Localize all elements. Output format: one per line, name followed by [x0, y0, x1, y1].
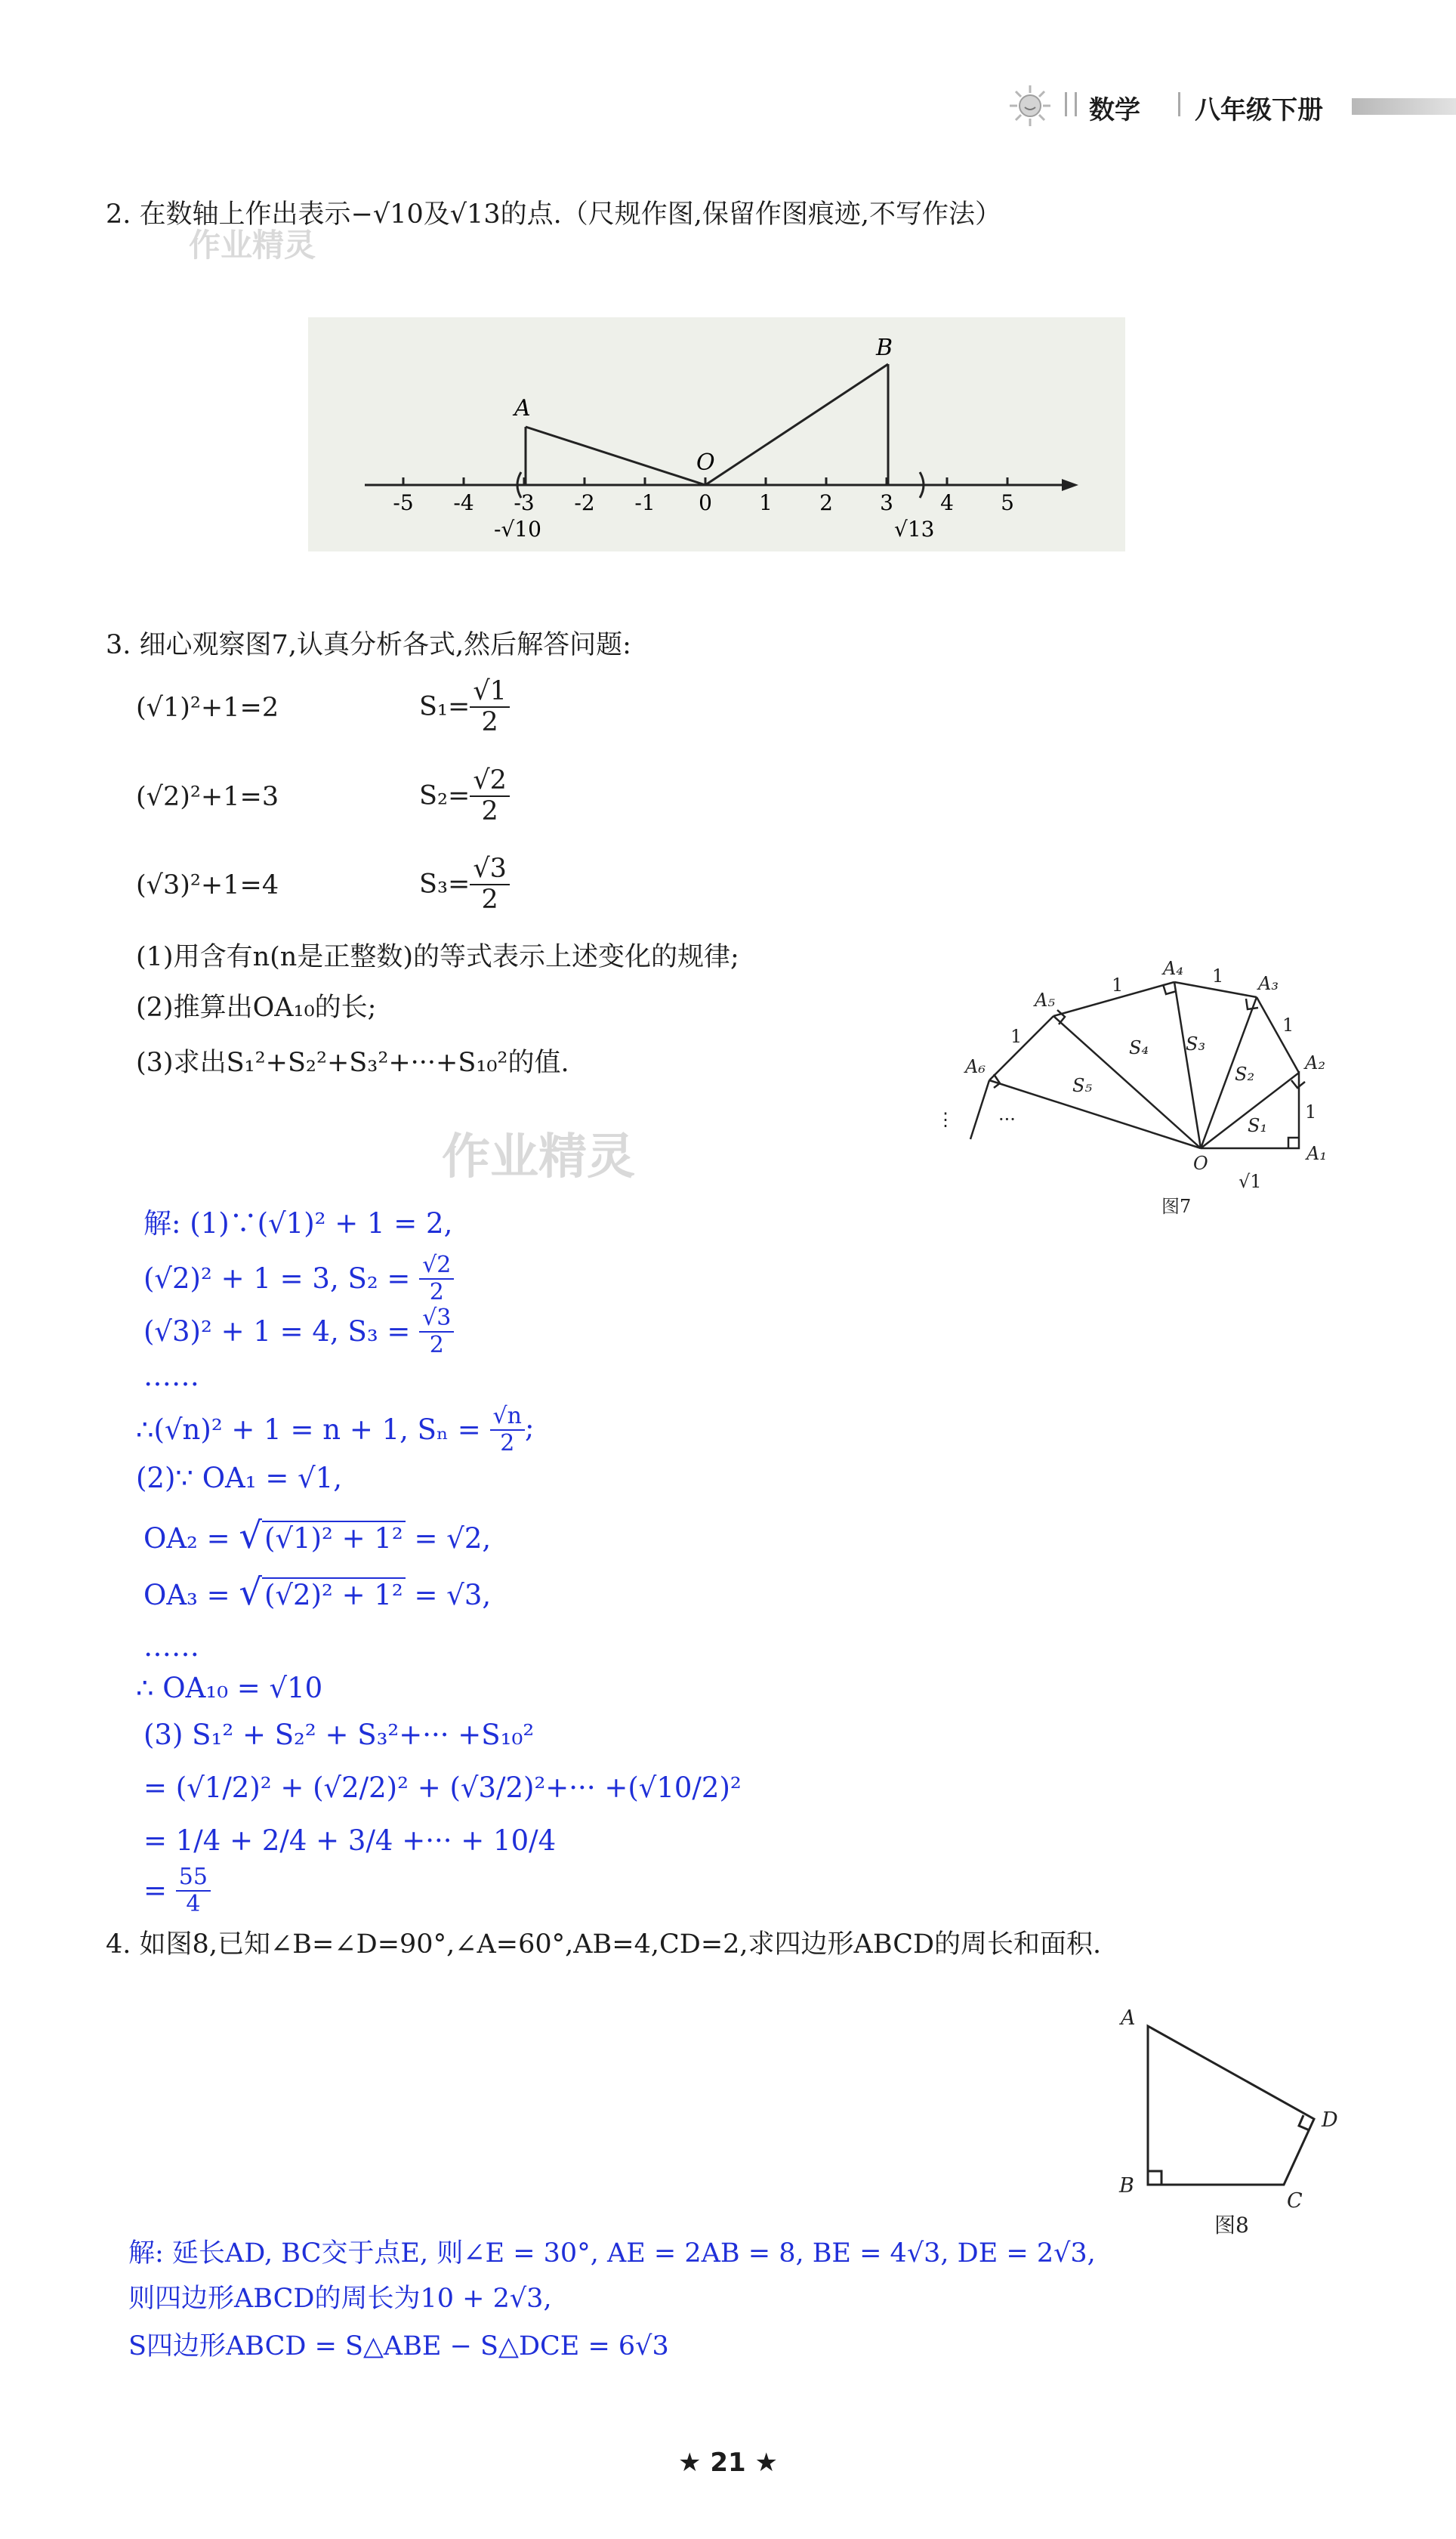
frac-den: 2 [481, 707, 498, 737]
q4-answer-l2: 则四边形ABCD的周长为10 + 2√3, [128, 2284, 552, 2314]
tick-label: 3 [880, 490, 893, 515]
s-label: S₁= [419, 691, 470, 722]
point-A-label: A [514, 395, 531, 422]
frac-num: √3 [470, 856, 510, 885]
answer-text: ∴(√n)² + 1 = n + 1, Sₙ = [136, 1413, 481, 1446]
q3-answer-l5 [136, 1405, 534, 1455]
label-sqrt13: √13 [894, 517, 935, 542]
point-A3: A₃ [1258, 973, 1279, 994]
point-B-label: B [876, 335, 893, 361]
q2-figure [308, 317, 1125, 551]
radical-sign: √ [239, 1515, 263, 1557]
label-neg-sqrt10: -√10 [494, 517, 541, 542]
figure-7-caption: 图7 [1161, 1196, 1192, 1216]
watermark: 作业精灵 [189, 227, 316, 264]
q3-s-1 [419, 678, 510, 736]
q3-part-2: (2)推算出OA₁₀的长; [136, 993, 377, 1023]
answer-text: (√1)² + 1 = 2, [257, 1207, 453, 1240]
side-1-A2A3: 1 [1282, 1015, 1294, 1036]
area-S5: S₅ [1072, 1075, 1093, 1096]
right-angle-A5 [1057, 1010, 1065, 1024]
side-1-A5A6: 1 [1010, 1026, 1023, 1047]
point-A6: A₆ [965, 1056, 986, 1077]
ellipsis-dots: ··· [998, 1109, 1016, 1130]
radicand: (√2)² + 1² [262, 1577, 406, 1611]
point-A1: A₁ [1306, 1143, 1327, 1164]
frac-den: 2 [429, 1279, 444, 1305]
s-frac [470, 765, 510, 826]
s-frac [470, 678, 510, 736]
q3-answer-l13: = 1/4 + 2/4 + 3/4 +··· + 10/4 [143, 1824, 557, 1857]
answer-prefix: 解: (1)∵ [143, 1207, 258, 1240]
header-bar [1352, 98, 1456, 115]
q4-prompt [106, 1928, 1101, 1963]
number-line-svg [308, 317, 1125, 551]
side-sqrt1: √1 [1239, 1171, 1262, 1192]
header-divider [1178, 92, 1180, 116]
q3-answer-l3 [143, 1307, 454, 1357]
q3-answer-l8 [143, 1571, 491, 1615]
answer-text: OA₃ = [143, 1579, 239, 1611]
q2-neg-sqrt10: −√10 [350, 199, 424, 230]
q3-answer-l14 [143, 1866, 211, 1916]
q4-answer-l1: 解: 延长AD, BC交于点E, 则∠E = 30°, AE = 2AB = 8, BE = 4√3, DE = 2√3, [128, 2238, 1096, 2269]
q3-answer-l4: …… [143, 1360, 199, 1392]
tick-label: 2 [819, 490, 833, 515]
answer-text: (√3)² + 1 = 4, S₃ = [143, 1314, 411, 1348]
answer-frac [419, 1307, 454, 1357]
q3-answer-l9: …… [143, 1630, 199, 1663]
point-A5: A₅ [1035, 990, 1055, 1011]
q3-answer-l10: ∴ OA₁₀ = √10 [136, 1672, 323, 1704]
quadrilateral-ABCD [1148, 2026, 1314, 2185]
tick-label: 1 [759, 490, 773, 515]
segment-A6-next [970, 1080, 989, 1139]
point-O-label: O [696, 449, 715, 476]
segment-O-A6 [989, 1080, 1201, 1148]
tick-label: -4 [453, 490, 474, 515]
point-B: B [1119, 2174, 1134, 2198]
frac-den: 2 [429, 1332, 444, 1358]
q3-part-1: (1)用含有n(n是正整数)的等式表示上述变化的规律; [136, 942, 739, 972]
segment-O-B [705, 364, 888, 485]
frac-den: 2 [481, 796, 498, 826]
tick-label: 0 [699, 490, 712, 515]
tick-label: -1 [634, 490, 656, 515]
answer-text: = √2, [405, 1522, 492, 1555]
answer-frac [176, 1866, 211, 1916]
right-angle-D [1299, 2115, 1309, 2130]
watermark: 作业精灵 [442, 1129, 635, 1185]
q3-s-3 [419, 856, 510, 913]
side-1-A4A5: 1 [1112, 975, 1124, 996]
answer-frac [490, 1405, 525, 1455]
sun-icon [1007, 83, 1053, 128]
q3-answer-l2 [143, 1254, 454, 1304]
figure-8 [1103, 1994, 1359, 2251]
q3-answer-l11: (3) S₁² + S₂² + S₃²+··· +S₁₀² [143, 1719, 535, 1751]
point-A: A [1121, 2006, 1136, 2030]
q3-answer-l1 [143, 1207, 452, 1240]
right-angle-A6 [994, 1074, 1000, 1088]
figure-8-caption: 图8 [1214, 2213, 1249, 2238]
frac-num: √1 [470, 678, 510, 708]
point-A4: A₄ [1163, 958, 1183, 979]
frac-num: √2 [470, 768, 510, 797]
point-C: C [1287, 2189, 1303, 2213]
axis-arrow [1062, 479, 1078, 491]
page-number: ★ 21 ★ [678, 2448, 778, 2478]
header-subject: 数学 [1089, 95, 1140, 125]
radical-sign: √ [239, 1571, 263, 1614]
q2-text-c: 的点.（尺规作图,保留作图痕迹,不写作法） [500, 199, 1001, 230]
radicand: (√1)² + 1² [262, 1521, 406, 1555]
s-label: S₃= [419, 869, 470, 900]
frac-num: √2 [419, 1254, 454, 1280]
q3-answer-l6: (2)∵ OA₁ = √1, [136, 1462, 343, 1494]
q3-answer-l7 [143, 1515, 491, 1558]
answer-text: (√2)² + 1 = 3, S₂ = [143, 1262, 411, 1295]
side-1-A1A2: 1 [1305, 1101, 1317, 1123]
tick-label: -3 [514, 490, 535, 515]
q3-eq-3: (√3)²+1=4 [136, 870, 279, 900]
q2-text-a: 在数轴上作出表示 [139, 199, 351, 230]
frac-den: 2 [481, 885, 498, 915]
q3-eq-1: (√1)²+1=2 [136, 693, 279, 723]
q2-text-b: 及 [423, 199, 450, 230]
q3-s-2 [419, 765, 510, 826]
q4-text: 如图8,已知∠B=∠D=90°,∠A=60°,AB=4,CD=2,求四边形ABCD的周长和面积. [139, 1929, 1102, 1960]
frac-den: 4 [186, 1891, 201, 1917]
tick-label: -5 [393, 490, 414, 515]
point-O: O [1193, 1153, 1208, 1174]
q2-sqrt13: √13 [449, 199, 501, 230]
point-A2: A₂ [1305, 1052, 1325, 1073]
vertical-dots: ⋮ [936, 1109, 955, 1130]
answer-text: = √3, [405, 1579, 492, 1611]
frac-num: √3 [419, 1307, 454, 1333]
area-S4: S₄ [1129, 1037, 1149, 1058]
right-angle-A1 [1288, 1138, 1299, 1148]
q3-part-3: (3)求出S₁²+S₂²+S₃²+···+S₁₀²的值. [136, 1048, 569, 1078]
s-label: S₂= [419, 780, 470, 811]
point-D: D [1322, 2108, 1338, 2132]
q3-intro [106, 629, 631, 663]
q3-eq-2: (√2)²+1=3 [136, 782, 279, 812]
header-divider [1065, 92, 1077, 116]
area-S2: S₂ [1235, 1064, 1255, 1085]
answer-end: ; [524, 1411, 535, 1444]
figure-7 [936, 944, 1374, 1216]
side-1-A3A4: 1 [1212, 965, 1224, 987]
frac-den: 2 [500, 1430, 515, 1456]
answer-frac [419, 1254, 454, 1304]
frac-num: 55 [176, 1866, 211, 1892]
segment-O-A4 [1174, 982, 1201, 1148]
segment-A-O [526, 427, 705, 485]
page-header [997, 83, 1456, 128]
q4-number: 4. [106, 1929, 131, 1960]
tick-label: -2 [574, 490, 595, 515]
header-grade: 八年级下册 [1195, 95, 1323, 125]
s-frac [470, 856, 510, 913]
q4-answer-l3: S四边形ABCD = S△ABE − S△DCE = 6√3 [128, 2331, 669, 2361]
area-S3: S₃ [1186, 1033, 1206, 1055]
tick-label: 5 [1001, 490, 1014, 515]
area-S1: S₁ [1248, 1115, 1268, 1136]
q2-number: 2. [106, 199, 131, 230]
frac-num: √n [490, 1405, 525, 1431]
q3-number: 3. [106, 630, 131, 660]
answer-text: = [143, 1873, 168, 1907]
answer-text: OA₂ = [143, 1522, 239, 1555]
tick-label: 4 [940, 490, 954, 515]
q3-answer-l12: = (√1/2)² + (√2/2)² + (√3/2)²+··· +(√10/2)² [143, 1771, 742, 1804]
right-angle-B [1148, 2171, 1161, 2185]
q3-intro-text: 细心观察图7,认真分析各式,然后解答问题: [139, 630, 631, 660]
